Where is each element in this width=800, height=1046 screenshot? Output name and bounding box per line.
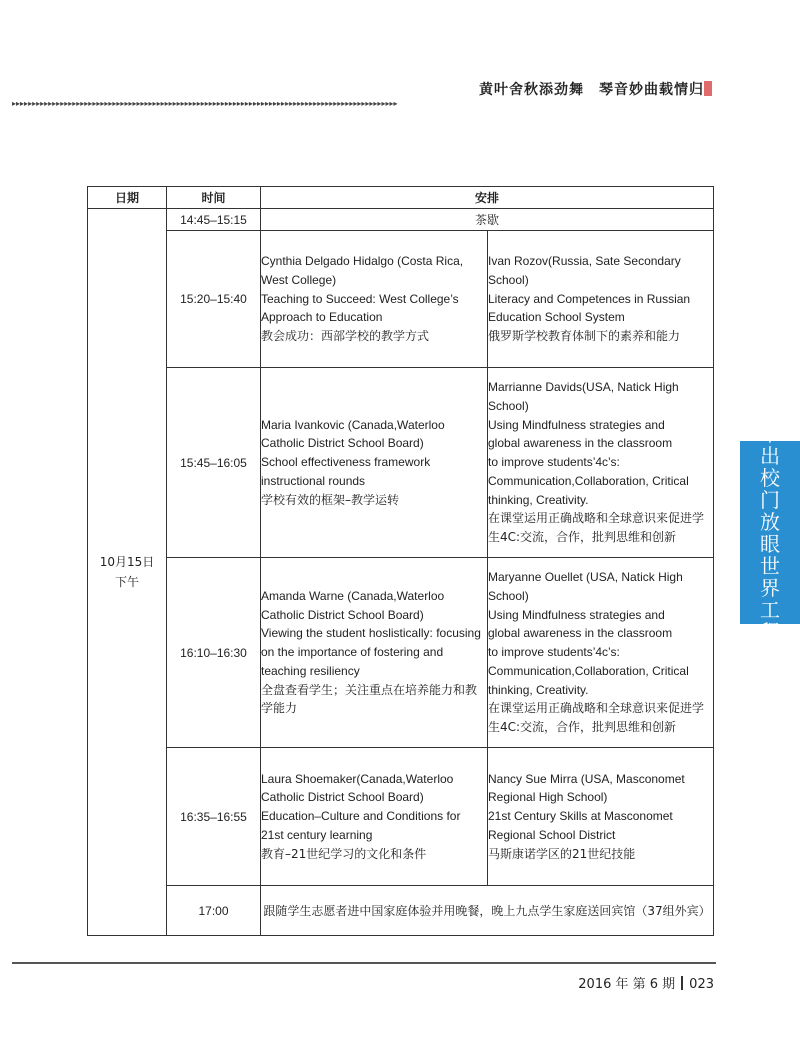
talk-line: Education School System (488, 310, 625, 325)
talk-line: on the importance of fostering and (261, 645, 444, 660)
table-row (88, 209, 714, 231)
talk-line: Teaching to Succeed: West College’s (261, 291, 459, 306)
table-row (88, 368, 714, 558)
side-tab-char: 出 (760, 443, 780, 468)
side-tab-char: 放 (760, 509, 780, 534)
table-row (88, 886, 714, 936)
schedule-table (87, 186, 714, 936)
talk-line: 马斯康诺学区的21世纪技能 (488, 846, 636, 861)
side-tab-char: 门 (760, 487, 780, 512)
date-period: 下午 (114, 575, 139, 589)
talk-line: Literacy and Competences in Russian (488, 291, 691, 306)
talk-cell-left (261, 558, 488, 748)
break-cell: 茶歇 (261, 209, 714, 231)
talk-line: 21st Century Skills at Masconomet (488, 809, 673, 824)
talk-line: Using Mindfulness strategies and (488, 417, 665, 432)
talk-line: Regional School District (488, 827, 616, 842)
time-cell: 16:35–16:55 (167, 748, 261, 886)
talk-line: thinking, Creativity. (488, 492, 589, 507)
talk-line: Nancy Sue Mirra (USA, Masconomet (488, 771, 685, 786)
talk-line: Laura Shoemaker(Canada,Waterloo (261, 771, 454, 786)
talk-line: School) (488, 588, 529, 603)
talk-line: global awareness in the classroom (488, 626, 673, 641)
talk-cell-left (261, 368, 488, 558)
talk-line: to improve students’4c’s: (488, 455, 620, 470)
header-accent-mark (704, 81, 712, 96)
talk-line: Catholic District School Board) (261, 436, 424, 451)
talk-line: thinking, Creativity. (488, 682, 589, 697)
talk-cell-right (488, 748, 714, 886)
talk-line: teaching resiliency (261, 663, 360, 678)
time-cell: 15:20–15:40 (167, 231, 261, 368)
side-tab-char: 工 (760, 597, 780, 622)
time-cell: 16:10–16:30 (167, 558, 261, 748)
talk-cell-right (488, 231, 714, 368)
talk-line: Ivan Rozov(Russia, Sate Secondary (488, 254, 681, 268)
talk-line: 教会成功：西部学校的教学方式 (261, 329, 430, 344)
time-cell: 17:00 (167, 886, 261, 936)
talk-cell-left (261, 748, 488, 886)
time-cell: 15:45–16:05 (167, 368, 261, 558)
talk-line: Maryanne Ouellet (USA, Natick High (488, 569, 683, 584)
table-row (88, 748, 714, 886)
talk-line: Communication,Collaboration, Critical (488, 473, 689, 488)
header-arrangement: 安排 (261, 187, 714, 209)
talk-line: global awareness in the classroom (488, 436, 673, 451)
side-tab (740, 421, 800, 644)
talk-line: 学校有效的框架–教学运转 (261, 492, 400, 507)
talk-line: Approach to Education (261, 310, 383, 325)
talk-line: instructional rounds (261, 473, 366, 488)
header-dotted-rule: ▸▸▸▸▸▸▸▸▸▸▸▸▸▸▸▸▸▸▸▸▸▸▸▸▸▸▸▸▸▸▸▸▸▸▸▸▸▸▸▸▸▸▸▸▸▸▸▸▸▸▸▸▸▸▸▸▸▸▸▸▸▸▸▸▸▸▸▸▸▸▸▸▸▸▸▸▸▸▸▸▸▸▸▸▸▸▸▸▸▸▸▸▸▸▸▸ (12, 100, 398, 108)
talk-line: 教育–21世纪学习的文化和条件 (261, 846, 427, 861)
talk-line: 生4C:交流，合作，批判思维和创新 (488, 720, 677, 735)
footer (578, 973, 714, 992)
talk-line: Regional High School) (488, 790, 608, 805)
header-date: 日期 (88, 187, 167, 209)
side-tab-char: 校 (760, 465, 780, 490)
side-tab-char: 世 (760, 553, 780, 578)
talk-line: Cynthia Delgado Hidalgo (Costa Rica, (261, 254, 464, 268)
date-cell (88, 209, 167, 936)
talk-line: Catholic District School Board) (261, 790, 424, 805)
talk-line: 俄罗斯学校教育体制下的素养和能力 (488, 329, 681, 344)
date-text: 10月15日 (99, 555, 155, 569)
talk-cell-right (488, 368, 714, 558)
talk-line: Amanda Warne (Canada,Waterloo (261, 588, 445, 603)
talk-line: 全盘查看学生；关注重点在培养能力和教 (261, 682, 478, 697)
talk-cell-left (261, 231, 488, 368)
talk-line: Marrianne Davids(USA, Natick High (488, 379, 679, 394)
header-title: 黄叶舍秋添劲舞 琴音妙曲载情归 (479, 82, 704, 98)
talk-line: 学能力 (261, 701, 298, 716)
talk-line: 生4C:交流，合作，批判思维和创新 (488, 530, 677, 545)
side-tab-char: 不 (760, 421, 780, 446)
table-row (88, 231, 714, 368)
talk-line: School effectiveness framework (261, 455, 431, 470)
issue-label: 2016 年 第 6 期 (578, 977, 676, 992)
page-number: 023 (689, 977, 714, 992)
table-row (88, 558, 714, 748)
talk-line: Using Mindfulness strategies and (488, 607, 665, 622)
talk-line: Maria Ivankovic (Canada,Waterloo (261, 417, 445, 432)
talk-line: 在课堂运用正确战略和全球意识来促进学 (488, 701, 705, 716)
talk-cell-right (488, 558, 714, 748)
talk-line: Communication,Collaboration, Critical (488, 663, 689, 678)
side-tab-char: 界 (760, 575, 780, 600)
dinner-cell: 跟随学生志愿者进中国家庭体验并用晚餐，晚上九点学生家庭送回宾馆（37组外宾） (261, 886, 714, 936)
side-tab-char: 眼 (760, 531, 780, 556)
talk-line: to improve students’4c’s: (488, 645, 620, 660)
footer-separator (681, 976, 683, 990)
talk-line: West College) (261, 272, 337, 287)
talk-line: 在课堂运用正确战略和全球意识来促进学 (488, 511, 705, 526)
talk-line: Catholic District School Board) (261, 607, 424, 622)
talk-line: School) (488, 272, 529, 287)
time-cell: 14:45–15:15 (167, 209, 261, 231)
side-tab-char: 程 (760, 619, 780, 644)
header-time: 时间 (167, 187, 261, 209)
talk-line: Education–Culture and Conditions for (261, 809, 461, 824)
talk-line: School) (488, 398, 529, 413)
talk-line: 21st century learning (261, 827, 373, 842)
footer-rule (12, 962, 716, 964)
talk-line: Viewing the student hoslistically: focusing (261, 626, 481, 641)
